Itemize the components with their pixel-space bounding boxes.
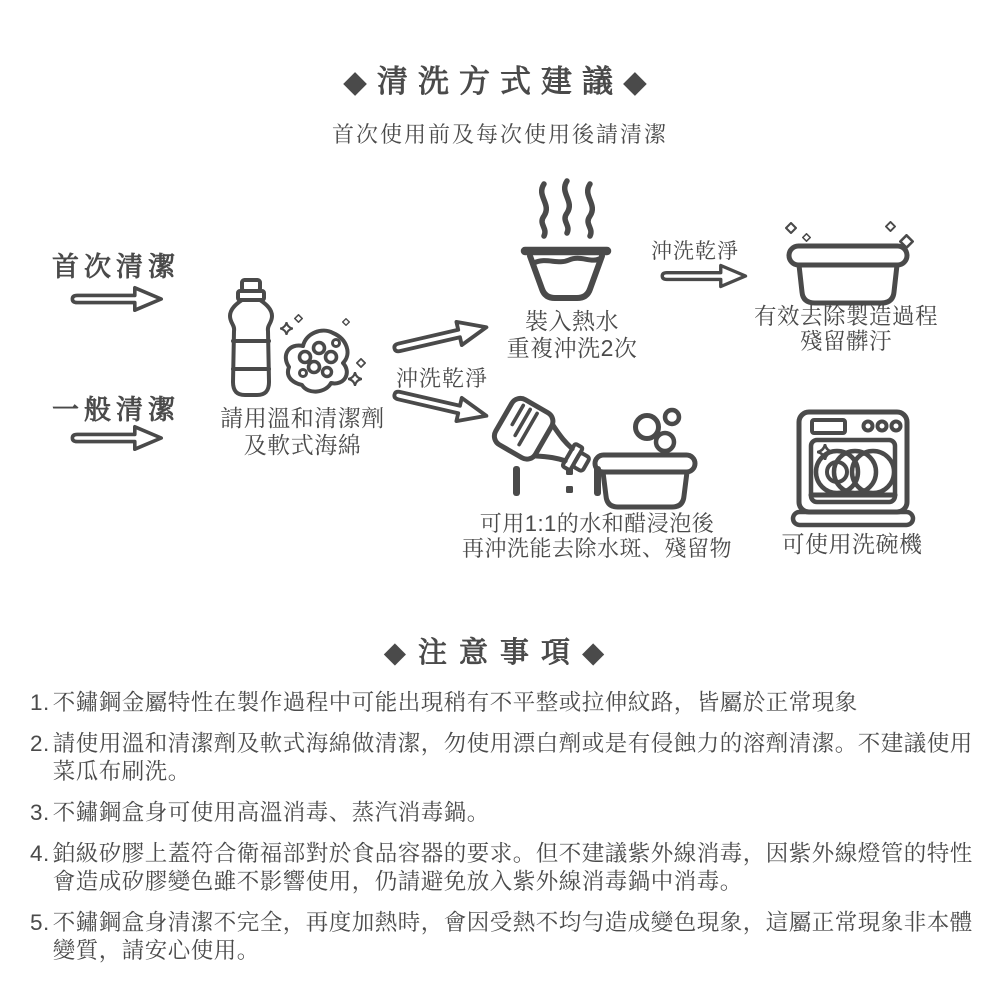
note-item-5 [30, 909, 980, 965]
sparkle-icon [886, 222, 895, 231]
vinegar-caption [437, 511, 757, 561]
arrow-right-icon [62, 283, 174, 315]
detergent-bottle-icon [222, 277, 280, 401]
ratio-colon-dot [566, 468, 573, 475]
sparkle-icon [786, 223, 796, 233]
sponge-icon [276, 314, 370, 402]
result-caption-line2: 殘留髒汙 [799, 329, 892, 354]
note-text: 不鏽鋼盒身清潔不完全，再度加熱時，會因受熱不均勻造成變色現象，這屬正常現象非本體變質，請安心使用。 [52, 910, 973, 963]
vinegar-caption-line1: 可用1:1的水和醋浸泡後 [479, 511, 715, 536]
dishwasher-icon [791, 408, 915, 528]
vinegar-caption-line2: 再沖洗能去除水斑、殘留物 [461, 536, 732, 561]
note-text: 鉑級矽膠上蓋符合衛福部對於食品容器的要求。但不建議紫外線消毒，因紫外線燈管的特性會造成矽膠變色雖不影響使用，仍請避免放入紫外線消毒鍋中消毒。 [52, 841, 973, 894]
ratio-1-1-graphic [511, 465, 603, 497]
note-item-3 [30, 799, 980, 827]
sparkle-icon [295, 315, 302, 322]
result-caption-line1: 有效去除製造過程 [753, 304, 938, 329]
note-item-2 [30, 730, 980, 786]
soaking-container-icon [591, 451, 699, 513]
ratio-bar [513, 466, 520, 496]
rinse-label-middle: 沖洗乾淨 [396, 366, 489, 391]
page-title: ◆清洗方式建議◆ [343, 64, 657, 99]
sparkle-icon [357, 359, 365, 367]
note-text: 請使用溫和清潔劑及軟式海綿做清潔，勿使用漂白劑或是有侵蝕力的溶劑清潔。不建議使用菜瓜布刷洗。 [52, 731, 973, 784]
sparkle-icon [803, 234, 810, 241]
first-clean-label: 首次清潔 [52, 252, 180, 282]
steaming-bowl-icon [517, 178, 615, 302]
arrow-right-icon [62, 422, 174, 454]
clean-container-icon [775, 220, 920, 315]
page-subtitle: 首次使用前及每次使用後請清潔 [331, 122, 668, 147]
note-number: 2. [30, 731, 50, 756]
notes-list [30, 689, 980, 978]
note-number: 1. [30, 690, 50, 715]
note-item-1 [30, 689, 980, 717]
rinse-label-top: 沖洗乾淨 [651, 240, 739, 263]
arrow-right-icon [652, 261, 758, 291]
result-caption [736, 304, 956, 354]
note-item-4 [30, 840, 980, 896]
detergent-caption [180, 405, 425, 459]
ratio-colon-dot [566, 486, 573, 493]
note-text: 不鏽鋼金屬特性在製作過程中可能出現稍有不平整或拉伸紋路，皆屬於正常現象 [52, 690, 858, 715]
detergent-caption-line1: 請用溫和清潔劑 [220, 405, 385, 431]
notes-title: ◆注意事項◆ [383, 637, 617, 669]
sparkle-icon [280, 322, 292, 334]
note-number: 4. [30, 841, 50, 866]
note-text: 不鏽鋼盒身可使用高溫消毒、蒸汽消毒鍋。 [52, 800, 490, 825]
general-clean-label: 一般清潔 [52, 395, 180, 425]
detergent-caption-line2: 及軟式海綿 [243, 432, 362, 458]
note-number: 5. [30, 910, 50, 935]
sparkle-icon [349, 373, 362, 386]
dishwasher-caption: 可使用洗碗機 [781, 531, 923, 557]
note-number: 3. [30, 800, 50, 825]
hot-water-caption-line1: 裝入熱水 [525, 308, 619, 334]
hot-water-caption [472, 308, 672, 362]
sparkle-icon [343, 319, 350, 326]
hot-water-caption-line2: 重複沖洗2次 [506, 335, 638, 361]
